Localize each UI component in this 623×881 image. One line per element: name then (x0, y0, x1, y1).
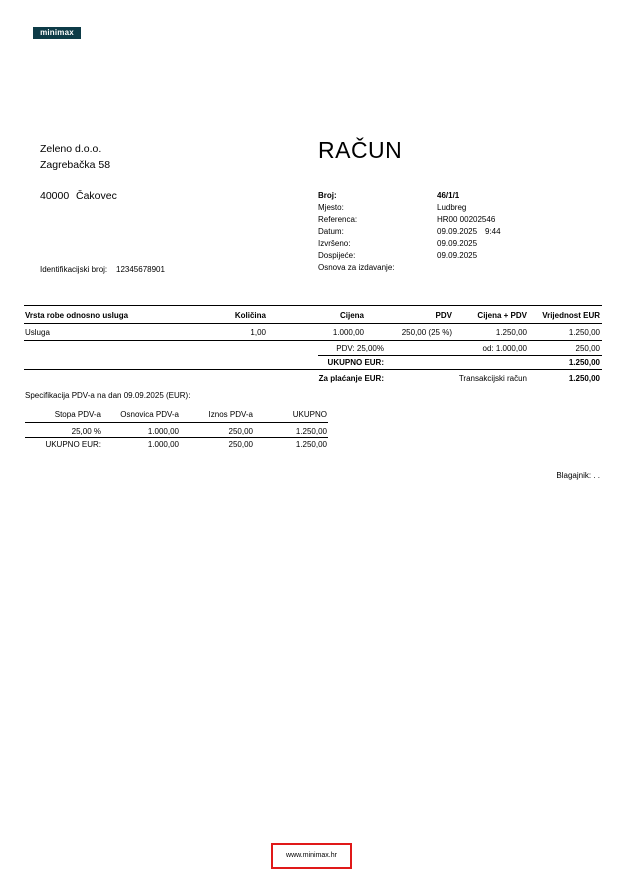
spec-total-total: 1.250,00 (295, 440, 327, 449)
spec-header-base: Osnovica PDV-a (120, 410, 179, 419)
datum-label: Datum: (318, 227, 344, 236)
pay-label: Za plaćanje EUR: (318, 374, 384, 383)
vat-spec-title: Specifikacija PDV-a na dan 09.09.2025 (EUR): (25, 391, 191, 400)
datum-value: 09.09.2025 (437, 227, 478, 236)
col-value-header: Vrijednost EUR (542, 311, 600, 320)
izvrseno-value: 09.09.2025 (437, 239, 478, 248)
col-price-header: Cijena (339, 311, 364, 320)
vrijeme-value: 9:44 (485, 227, 501, 236)
seller-street: Zagrebačka 58 (40, 159, 111, 171)
dospijece-label: Dospijeće: (318, 251, 356, 260)
seller-city: Čakovec (76, 190, 117, 202)
item-value: 1.250,00 (568, 328, 600, 337)
cashier-label: Blagajnik: . . (556, 471, 600, 480)
table-top-rule (24, 305, 602, 306)
header-rule (24, 323, 602, 324)
spec-total-base: 1.000,00 (147, 440, 179, 449)
spec-header-rule (25, 422, 328, 423)
spec-total-label: UKUPNO EUR: (45, 440, 101, 449)
seller-id-value: 12345678901 (116, 265, 165, 274)
vat-summary-rule (318, 355, 602, 356)
col-name-header: Vrsta robe odnosno usluga (25, 311, 129, 320)
spec-row-amount: 250,00 (228, 427, 253, 436)
spec-total-amount: 250,00 (228, 440, 253, 449)
seller-name: Zeleno d.o.o. (40, 143, 102, 155)
seller-postal: 40000 (40, 190, 70, 202)
spec-row-rate: 25,00 % (71, 427, 101, 436)
referenca-value: HR00 00202546 (437, 215, 496, 224)
item-qty: 1,00 (250, 328, 266, 337)
spec-header-amount: Iznos PDV-a (208, 410, 253, 419)
item-name: Usluga (25, 328, 50, 337)
broj-label: Broj: (318, 191, 337, 200)
broj-value: 46/1/1 (437, 191, 460, 200)
total-value: 1.250,00 (568, 358, 600, 367)
item-price: 1.000,00 (332, 328, 364, 337)
items-bottom-rule (24, 340, 602, 341)
total-rule (24, 369, 602, 370)
document-title: RAČUN (318, 137, 403, 163)
osnova-label: Osnova za izdavanje: (318, 263, 395, 272)
izvrseno-label: Izvršeno: (318, 239, 351, 248)
col-qty-header: Količina (234, 311, 266, 320)
vat-summary-value: 250,00 (575, 344, 600, 353)
total-label: UKUPNO EUR: (327, 358, 384, 367)
mjesto-value: Ludbreg (437, 203, 467, 212)
spec-header-total: UKUPNO (292, 410, 327, 419)
dospijece-value: 09.09.2025 (437, 251, 478, 260)
spec-row-total: 1.250,00 (295, 427, 327, 436)
spec-header-rate: Stopa PDV-a (54, 410, 101, 419)
spec-row-base: 1.000,00 (147, 427, 179, 436)
minimax-logo: minimax (33, 27, 81, 39)
pay-value: 1.250,00 (568, 374, 600, 383)
item-price-vat: 1.250,00 (495, 328, 527, 337)
pay-method: Transakcijski račun (458, 374, 527, 383)
vat-summary-base: od: 1.000,00 (482, 344, 527, 353)
seller-id-label: Identifikacijski broj: (40, 265, 108, 274)
mjesto-label: Mjesto: (318, 203, 344, 212)
col-price-vat-header: Cijena + PDV (477, 311, 527, 320)
spec-row-rule (25, 437, 328, 438)
col-vat-header: PDV (435, 311, 452, 320)
footer-website-link[interactable]: www.minimax.hr (271, 843, 352, 869)
vat-summary-label: PDV: 25,00% (336, 344, 384, 353)
referenca-label: Referenca: (318, 215, 358, 224)
item-vat: 250,00 (25 %) (401, 328, 452, 337)
